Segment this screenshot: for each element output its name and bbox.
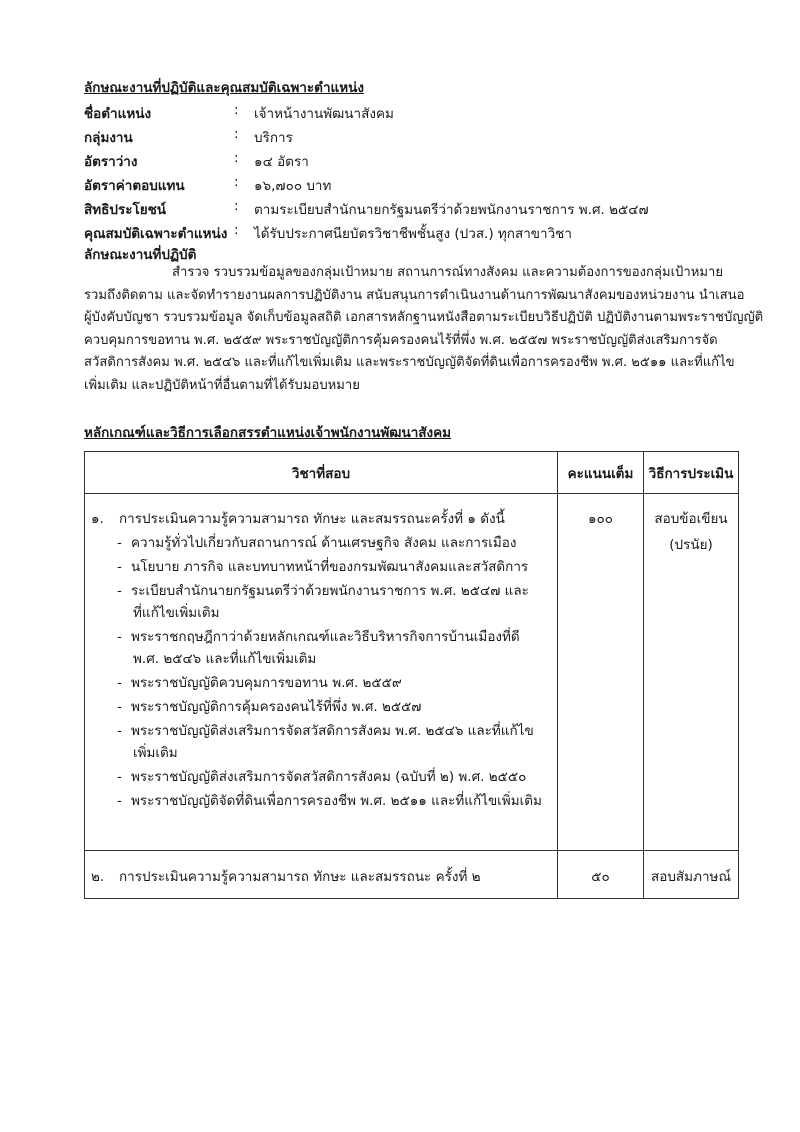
method-cell <box>644 494 739 851</box>
method-value: สอบสัมภาษณ์ <box>651 869 731 885</box>
info-value: ๑๔ อัตรา <box>254 154 309 170</box>
duties-line: รวมถึงติดตาม และจัดทำรายงานผลการปฏิบัติงาน สนับสนุนการดำเนินงานด้านการพัฒนาสังคมของหน่วยงาน นำเสนอ <box>84 287 745 303</box>
info-value: ตามระเบียบสำนักนายกรัฐมนตรีว่าด้วยพนักงานราชการ พ.ศ. ๒๕๔๗ <box>254 202 649 218</box>
table-row <box>85 851 739 899</box>
info-label: ชื่อตำแหน่ง <box>84 106 152 122</box>
criteria-heading: หลักเกณฑ์และวิธีการเลือกสรรตำแหน่งเจ้าพนักงานพัฒนาสังคม <box>84 425 452 441</box>
duties-heading: ลักษณะงานที่ปฏิบัติ <box>84 247 197 263</box>
info-label: กลุ่มงาน <box>84 130 133 146</box>
table-header-row <box>85 452 739 494</box>
bullet-item: - พระราชบัญญัติการคุ้มครองคนไร้ที่พึ่ง พ.ศ. ๒๕๕๗ <box>117 699 422 715</box>
bullet-item: - พระราชกฤษฎีกาว่าด้วยหลักเกณฑ์และวิธีบริหารกิจการบ้านเมืองที่ดี <box>117 629 520 645</box>
header-score: คะแนนเต็ม <box>558 452 644 494</box>
duties-line: ควบคุมการขอทาน พ.ศ. ๒๕๕๙ พระราชบัญญัติการคุ้มครองคนไร้ที่พึ่ง พ.ศ. ๒๕๕๗ พระราชบัญญัติส่งเสริมการจัด <box>84 332 718 348</box>
bullet-item: - พระราชบัญญัติส่งเสริมการจัดสวัสดิการสังคม (ฉบับที่ ๒) พ.ศ. ๒๕๕๐ <box>117 769 527 785</box>
info-separator: : <box>234 102 239 118</box>
qualifications-heading: ลักษณะงานที่ปฏิบัติและคุณสมบัติเฉพาะตำแหน่ง <box>84 80 364 96</box>
info-label: อัตราค่าตอบแทน <box>84 178 185 194</box>
score-cell <box>558 494 644 851</box>
bullet-item: - นโยบาย ภารกิจ และบทบาทหน้าที่ของกรมพัฒนาสังคมและสวัสดิการ <box>117 559 529 575</box>
bullet-item: - พระราชบัญญัติส่งเสริมการจัดสวัสดิการสังคม พ.ศ. ๒๕๔๖ และที่แก้ไข <box>117 723 534 739</box>
bullet-item: - ความรู้ทั่วไปเกี่ยวกับสถานการณ์ ด้านเศรษฐกิจ สังคม และการเมือง <box>117 535 517 551</box>
info-value: เจ้าหน้างานพัฒนาสังคม <box>254 106 394 122</box>
score-value: ๕๐ <box>591 869 610 885</box>
header-method: วิธีการประเมิน <box>644 452 739 494</box>
bullet-continuation: พ.ศ. ๒๕๔๖ และที่แก้ไขเพิ่มเติม <box>133 651 317 667</box>
info-label: อัตราว่าง <box>84 154 138 170</box>
bullet-continuation: ที่แก้ไขเพิ่มเติม <box>133 605 220 621</box>
bullet-item: - พระราชบัญญัติควบคุมการขอทาน พ.ศ. ๒๕๕๙ <box>117 675 402 691</box>
method-value: สอบข้อเขียน <box>654 511 728 527</box>
row-number: ๑. <box>91 511 104 527</box>
bullet-item: - ระเบียบสำนักนายกรัฐมนตรีว่าด้วยพนักงานราชการ พ.ศ. ๒๕๔๗ และ <box>117 583 529 599</box>
subject-cell <box>85 851 558 899</box>
header-subject: วิชาที่สอบ <box>85 452 558 494</box>
score-value: ๑๐๐ <box>587 511 614 527</box>
score-cell <box>558 851 644 899</box>
info-label: คุณสมบัติเฉพาะตำแหน่ง <box>84 226 228 242</box>
duties-line: สวัสดิการสังคม พ.ศ. ๒๕๔๖ และที่แก้ไขเพิ่มเติม และพระราชบัญญัติจัดที่ดินเพื่อการครองชีพ พ.ศ. ๒๕๑๑ และที่แก้ไข <box>84 355 735 371</box>
row-number: ๒. <box>91 869 105 885</box>
info-separator: : <box>234 222 239 238</box>
criteria-table <box>84 451 739 899</box>
method-cell <box>644 851 739 899</box>
info-value: ๑๖,๗๐๐ บาท <box>254 178 332 194</box>
duties-paragraph <box>84 262 764 398</box>
subject-cell <box>85 494 558 851</box>
duties-line: เพิ่มเติม และปฏิบัติหน้าที่อื่นตามที่ได้รับมอบหมาย <box>84 377 360 393</box>
bullet-item: - พระราชบัญญัติจัดที่ดินเพื่อการครองชีพ พ.ศ. ๒๕๑๑ และที่แก้ไขเพิ่มเติม <box>117 793 542 809</box>
info-separator: : <box>234 198 239 214</box>
info-separator: : <box>234 150 239 166</box>
bullet-continuation: เพิ่มเติม <box>133 745 178 761</box>
info-value: บริการ <box>254 130 293 146</box>
table-row <box>85 494 739 851</box>
method-value-note: (ปรนัย) <box>669 537 713 553</box>
info-value: ได้รับประกาศนียบัตรวิชาชีพชั้นสูง (ปวส.) ทุกสาขาวิชา <box>254 226 572 242</box>
row-title: การประเมินความรู้ความสามารถ ทักษะ และสมรรถนะครั้งที่ ๑ ดังนี้ <box>119 511 505 527</box>
info-label: สิทธิประโยชน์ <box>84 202 167 218</box>
duties-line: ผู้บังคับบัญชา รวบรวมข้อมูล จัดเก็บข้อมูลสถิติ เอกสารหลักฐานหนังสือตามระเบียบวิธีปฏิบัติ ปฏิบัติงานตามพระราชบัญญัติ <box>84 310 764 326</box>
info-separator: : <box>234 174 239 190</box>
duties-line: สำรวจ รวบรวมข้อมูลของกลุ่มเป้าหมาย สถานการณ์ทางสังคม และความต้องการของกลุ่มเป้าหมาย <box>172 265 724 280</box>
row-title: การประเมินความรู้ความสามารถ ทักษะ และสมรรถนะ ครั้งที่ ๒ <box>119 869 481 885</box>
info-separator: : <box>234 126 239 142</box>
